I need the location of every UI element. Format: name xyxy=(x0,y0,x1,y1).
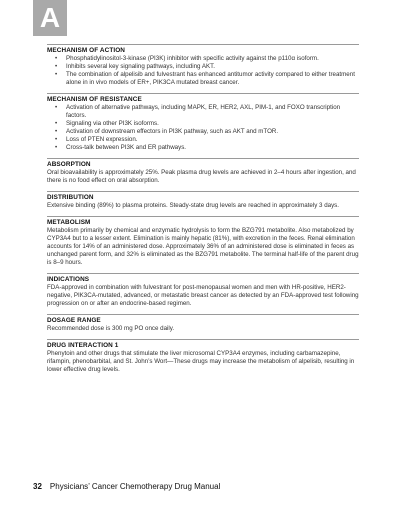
bullet-list xyxy=(47,104,359,152)
section-title: METABOLISM xyxy=(47,219,91,226)
section-body: FDA-approved in combination with fulvestrant for post-menopausal women and men with HR-positive, HER2-negative, PIK3CA-mutated, advanced, or metastatic breast cancer as detected by an FDA-approved test following progression on or after an endocrine-based regimen. xyxy=(47,284,359,307)
section-drug-interaction-1 xyxy=(47,339,359,374)
list-item: • Inhibits several key signaling pathways, including AKT. xyxy=(66,63,359,71)
section-metabolism xyxy=(47,216,359,267)
page-footer xyxy=(33,482,220,492)
section-dosage-range xyxy=(47,314,359,333)
section-title: DRUG INTERACTION 1 xyxy=(47,342,119,349)
section-body: Recommended dose is 300 mg PO once daily. xyxy=(47,325,175,332)
page-number: 32 xyxy=(33,482,42,491)
section-title: INDICATIONS xyxy=(47,276,90,283)
section-indications xyxy=(47,273,359,308)
list-item: • Cross-talk between PI3K and ER pathways. xyxy=(66,144,359,152)
section-mechanism-of-resistance xyxy=(47,93,359,152)
section-mechanism-of-action xyxy=(47,44,359,87)
chapter-letter: A xyxy=(39,2,61,33)
list-item: • Activation of alternative pathways, including MAPK, ER, HER2, AXL, PIM-1, and FOXO transcription factors. xyxy=(66,104,359,120)
section-body: Extensive binding (89%) to plasma proteins. Steady-state drug levels are reached in approximately 3 days. xyxy=(47,202,339,209)
section-body: Metabolism primarily by chemical and enzymatic hydrolysis to form the BZG791 metabolite. Also metabolized by CYP3A4 but to a lesser extent. Elimination is mainly hepatic (81%), with excretion in the feces. Renal elimination accounts for 14% of an administered dose. Approximately 36% of an administered dose is eliminated in feces as unchanged parent form, and 32% is eliminated as the BZG791 metabolite. The terminal half-life of the parent drug is 8–9 hours. xyxy=(47,227,359,266)
section-absorption xyxy=(47,158,359,185)
section-title: DOSAGE RANGE xyxy=(47,317,101,324)
chapter-tab xyxy=(33,0,67,36)
bullet-list xyxy=(47,55,359,87)
section-title: ABSORPTION xyxy=(47,161,91,168)
page-content xyxy=(47,44,359,380)
section-title: DISTRIBUTION xyxy=(47,194,94,201)
list-item: • Activation of downstream effectors in PI3K pathway, such as AKT and mTOR. xyxy=(66,128,359,136)
section-body: Phenytoin and other drugs that stimulate the liver microsomal CYP3A4 enzymes, including carbamazepine, rifampin, phenobarbital, and St. John’s Wort—These drugs may increase the metabolism of alpelisib, resulting in lower effective drug levels. xyxy=(47,350,355,373)
list-item: • Phosphatidylinositol-3-kinase (PI3K) inhibitor with specific activity against the p110α isoform. xyxy=(66,55,359,63)
list-item: • Signaling via other PI3K isoforms. xyxy=(66,120,359,128)
section-distribution xyxy=(47,191,359,210)
section-body: Oral bioavailability is approximately 25%. Peak plasma drug levels are achieved in 2–4 hours after ingestion, and there is no food effect on oral absorption. xyxy=(47,169,356,184)
list-item: • Loss of PTEN expression. xyxy=(66,136,359,144)
list-item: • The combination of alpelisib and fulvestrant has enhanced antitumor activity compared to either treatment alone in in vivo models of ER+, PIK3CA mutated breast cancer. xyxy=(66,71,359,87)
book-title: Physicians’ Cancer Chemotherapy Drug Manual xyxy=(49,482,221,491)
section-title: MECHANISM OF RESISTANCE xyxy=(47,96,142,103)
section-title: MECHANISM OF ACTION xyxy=(47,47,125,54)
